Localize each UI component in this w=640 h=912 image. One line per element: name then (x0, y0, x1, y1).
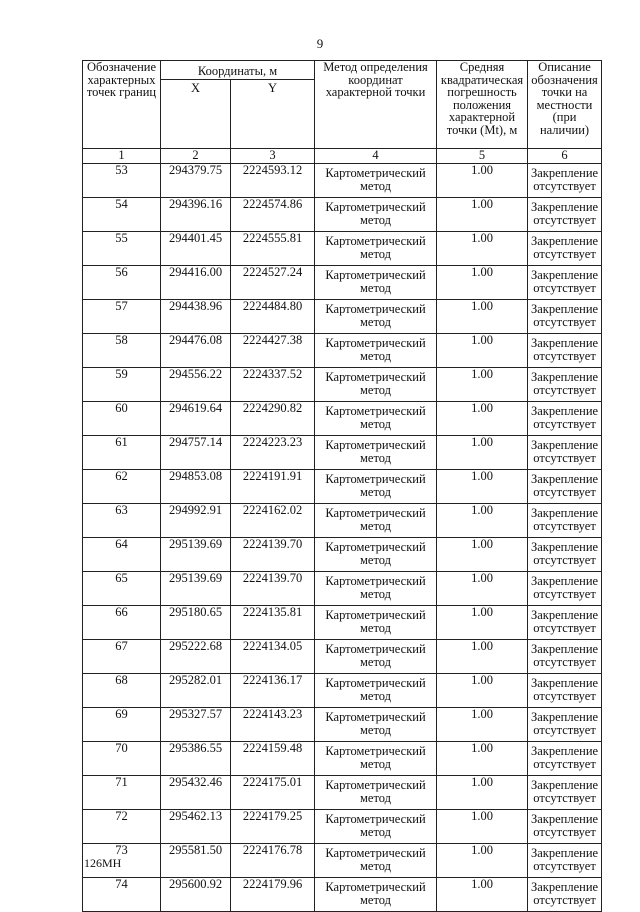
column-number: 3 (231, 149, 315, 164)
point-cell: 65 (83, 572, 161, 606)
accuracy-cell: 1.00 (437, 640, 528, 674)
method-cell: Картометрический метод (315, 776, 437, 810)
accuracy-cell: 1.00 (437, 878, 528, 912)
table-body (83, 164, 602, 912)
column-number: 5 (437, 149, 528, 164)
accuracy-cell: 1.00 (437, 164, 528, 198)
point-cell: 68 (83, 674, 161, 708)
accuracy-cell: 1.00 (437, 232, 528, 266)
description-cell: Закрепление отсутствует (528, 232, 602, 266)
point-cell: 54 (83, 198, 161, 232)
x-coordinate-cell: 295581.50 (161, 844, 231, 878)
y-coordinate-cell: 2224179.25 (231, 810, 315, 844)
point-cell: 74 (83, 878, 161, 912)
x-coordinate-cell: 294396.16 (161, 198, 231, 232)
description-cell: Закрепление отсутствует (528, 198, 602, 232)
column-number: 1 (83, 149, 161, 164)
method-cell: Картометрический метод (315, 436, 437, 470)
point-cell: 70 (83, 742, 161, 776)
table-row (83, 776, 602, 810)
method-cell: Картометрический метод (315, 572, 437, 606)
column-numbers-row (83, 149, 602, 164)
description-cell: Закрепление отсутствует (528, 742, 602, 776)
table-row (83, 470, 602, 504)
table-row (83, 232, 602, 266)
column-number: 4 (315, 149, 437, 164)
description-cell: Закрепление отсутствует (528, 368, 602, 402)
x-coordinate-cell: 294757.14 (161, 436, 231, 470)
y-coordinate-cell: 2224527.24 (231, 266, 315, 300)
table-row (83, 504, 602, 538)
method-cell: Картометрический метод (315, 708, 437, 742)
accuracy-cell: 1.00 (437, 844, 528, 878)
method-cell: Картометрический метод (315, 538, 437, 572)
description-cell: Закрепление отсутствует (528, 776, 602, 810)
y-coordinate-cell: 2224139.70 (231, 538, 315, 572)
table-row (83, 572, 602, 606)
header-y: Y (231, 80, 315, 149)
accuracy-cell: 1.00 (437, 538, 528, 572)
method-cell: Картометрический метод (315, 878, 437, 912)
accuracy-cell: 1.00 (437, 402, 528, 436)
point-cell: 56 (83, 266, 161, 300)
table-row (83, 266, 602, 300)
x-coordinate-cell: 295180.65 (161, 606, 231, 640)
y-coordinate-cell: 2224593.12 (231, 164, 315, 198)
description-cell: Закрепление отсутствует (528, 708, 602, 742)
x-coordinate-cell: 294401.45 (161, 232, 231, 266)
description-cell: Закрепление отсутствует (528, 572, 602, 606)
x-coordinate-cell: 295139.69 (161, 572, 231, 606)
method-cell: Картометрический метод (315, 164, 437, 198)
x-coordinate-cell: 294379.75 (161, 164, 231, 198)
accuracy-cell: 1.00 (437, 300, 528, 334)
y-coordinate-cell: 2224574.86 (231, 198, 315, 232)
accuracy-cell: 1.00 (437, 674, 528, 708)
point-cell: 57 (83, 300, 161, 334)
table-row (83, 640, 602, 674)
description-cell: Закрепление отсутствует (528, 334, 602, 368)
y-coordinate-cell: 2224162.02 (231, 504, 315, 538)
header-accuracy: Средняя квадратическая погрешность положения характерной точки (Mt), м (437, 61, 528, 149)
y-coordinate-cell: 2224175.01 (231, 776, 315, 810)
accuracy-cell: 1.00 (437, 198, 528, 232)
header-point-designation: Обозначение характерных точек границ (83, 61, 161, 149)
y-coordinate-cell: 2224134.05 (231, 640, 315, 674)
description-cell: Закрепление отсутствует (528, 436, 602, 470)
x-coordinate-cell: 295139.69 (161, 538, 231, 572)
method-cell: Картометрический метод (315, 334, 437, 368)
point-cell: 72 (83, 810, 161, 844)
table-row (83, 878, 602, 912)
x-coordinate-cell: 294556.22 (161, 368, 231, 402)
x-coordinate-cell: 294992.91 (161, 504, 231, 538)
y-coordinate-cell: 2224176.78 (231, 844, 315, 878)
description-cell: Закрепление отсутствует (528, 810, 602, 844)
y-coordinate-cell: 2224191.91 (231, 470, 315, 504)
x-coordinate-cell: 294853.08 (161, 470, 231, 504)
table-row (83, 810, 602, 844)
description-cell: Закрепление отсутствует (528, 878, 602, 912)
accuracy-cell: 1.00 (437, 470, 528, 504)
x-coordinate-cell: 295432.46 (161, 776, 231, 810)
y-coordinate-cell: 2224427.38 (231, 334, 315, 368)
table-row (83, 436, 602, 470)
column-number: 2 (161, 149, 231, 164)
point-cell: 55 (83, 232, 161, 266)
table-row (83, 198, 602, 232)
header-method: Метод определения координат характерной точки (315, 61, 437, 149)
table-row (83, 674, 602, 708)
x-coordinate-cell: 295386.55 (161, 742, 231, 776)
y-coordinate-cell: 2224179.96 (231, 878, 315, 912)
accuracy-cell: 1.00 (437, 368, 528, 402)
x-coordinate-cell: 294438.96 (161, 300, 231, 334)
header-description: Описание обозначения точки на местности (при наличии) (528, 61, 602, 149)
description-cell: Закрепление отсутствует (528, 538, 602, 572)
header-x: X (161, 80, 231, 149)
point-cell: 66 (83, 606, 161, 640)
column-number: 6 (528, 149, 602, 164)
method-cell: Картометрический метод (315, 504, 437, 538)
point-cell: 53 (83, 164, 161, 198)
table-row (83, 742, 602, 776)
table-row (83, 538, 602, 572)
table-row (83, 606, 602, 640)
y-coordinate-cell: 2224337.52 (231, 368, 315, 402)
point-cell: 71 (83, 776, 161, 810)
x-coordinate-cell: 294416.00 (161, 266, 231, 300)
x-coordinate-cell: 294476.08 (161, 334, 231, 368)
y-coordinate-cell: 2224223.23 (231, 436, 315, 470)
x-coordinate-cell: 295282.01 (161, 674, 231, 708)
description-cell: Закрепление отсутствует (528, 266, 602, 300)
table-row (83, 402, 602, 436)
table-row (83, 334, 602, 368)
description-cell: Закрепление отсутствует (528, 402, 602, 436)
description-cell: Закрепление отсутствует (528, 640, 602, 674)
method-cell: Картометрический метод (315, 198, 437, 232)
x-coordinate-cell: 294619.64 (161, 402, 231, 436)
accuracy-cell: 1.00 (437, 572, 528, 606)
accuracy-cell: 1.00 (437, 742, 528, 776)
description-cell: Закрепление отсутствует (528, 164, 602, 198)
y-coordinate-cell: 2224555.81 (231, 232, 315, 266)
method-cell: Картометрический метод (315, 844, 437, 878)
x-coordinate-cell: 295462.13 (161, 810, 231, 844)
point-cell: 63 (83, 504, 161, 538)
accuracy-cell: 1.00 (437, 810, 528, 844)
table-row (83, 844, 602, 878)
description-cell: Закрепление отсутствует (528, 606, 602, 640)
y-coordinate-cell: 2224135.81 (231, 606, 315, 640)
description-cell: Закрепление отсутствует (528, 300, 602, 334)
method-cell: Картометрический метод (315, 368, 437, 402)
accuracy-cell: 1.00 (437, 708, 528, 742)
method-cell: Картометрический метод (315, 810, 437, 844)
footer-code: 126МН (84, 856, 122, 870)
x-coordinate-cell: 295600.92 (161, 878, 231, 912)
table-row (83, 300, 602, 334)
point-cell: 62 (83, 470, 161, 504)
header-coordinates-group: Координаты, м (161, 61, 315, 80)
point-cell: 67 (83, 640, 161, 674)
point-cell: 73 (83, 844, 161, 878)
accuracy-cell: 1.00 (437, 606, 528, 640)
point-cell: 58 (83, 334, 161, 368)
accuracy-cell: 1.00 (437, 266, 528, 300)
point-cell: 61 (83, 436, 161, 470)
coordinates-table (82, 60, 602, 912)
y-coordinate-cell: 2224143.23 (231, 708, 315, 742)
point-cell: 64 (83, 538, 161, 572)
method-cell: Картометрический метод (315, 674, 437, 708)
accuracy-cell: 1.00 (437, 436, 528, 470)
method-cell: Картометрический метод (315, 232, 437, 266)
description-cell: Закрепление отсутствует (528, 504, 602, 538)
y-coordinate-cell: 2224484.80 (231, 300, 315, 334)
accuracy-cell: 1.00 (437, 334, 528, 368)
method-cell: Картометрический метод (315, 300, 437, 334)
point-cell: 60 (83, 402, 161, 436)
table-row (83, 164, 602, 198)
method-cell: Картометрический метод (315, 640, 437, 674)
x-coordinate-cell: 295222.68 (161, 640, 231, 674)
method-cell: Картометрический метод (315, 402, 437, 436)
page-number: 9 (316, 36, 324, 51)
method-cell: Картометрический метод (315, 470, 437, 504)
description-cell: Закрепление отсутствует (528, 844, 602, 878)
x-coordinate-cell: 295327.57 (161, 708, 231, 742)
y-coordinate-cell: 2224139.70 (231, 572, 315, 606)
description-cell: Закрепление отсутствует (528, 674, 602, 708)
method-cell: Картометрический метод (315, 266, 437, 300)
table-row (83, 368, 602, 402)
accuracy-cell: 1.00 (437, 776, 528, 810)
method-cell: Картометрический метод (315, 742, 437, 776)
table-row (83, 708, 602, 742)
point-cell: 59 (83, 368, 161, 402)
y-coordinate-cell: 2224159.48 (231, 742, 315, 776)
description-cell: Закрепление отсутствует (528, 470, 602, 504)
y-coordinate-cell: 2224290.82 (231, 402, 315, 436)
accuracy-cell: 1.00 (437, 504, 528, 538)
point-cell: 69 (83, 708, 161, 742)
y-coordinate-cell: 2224136.17 (231, 674, 315, 708)
method-cell: Картометрический метод (315, 606, 437, 640)
